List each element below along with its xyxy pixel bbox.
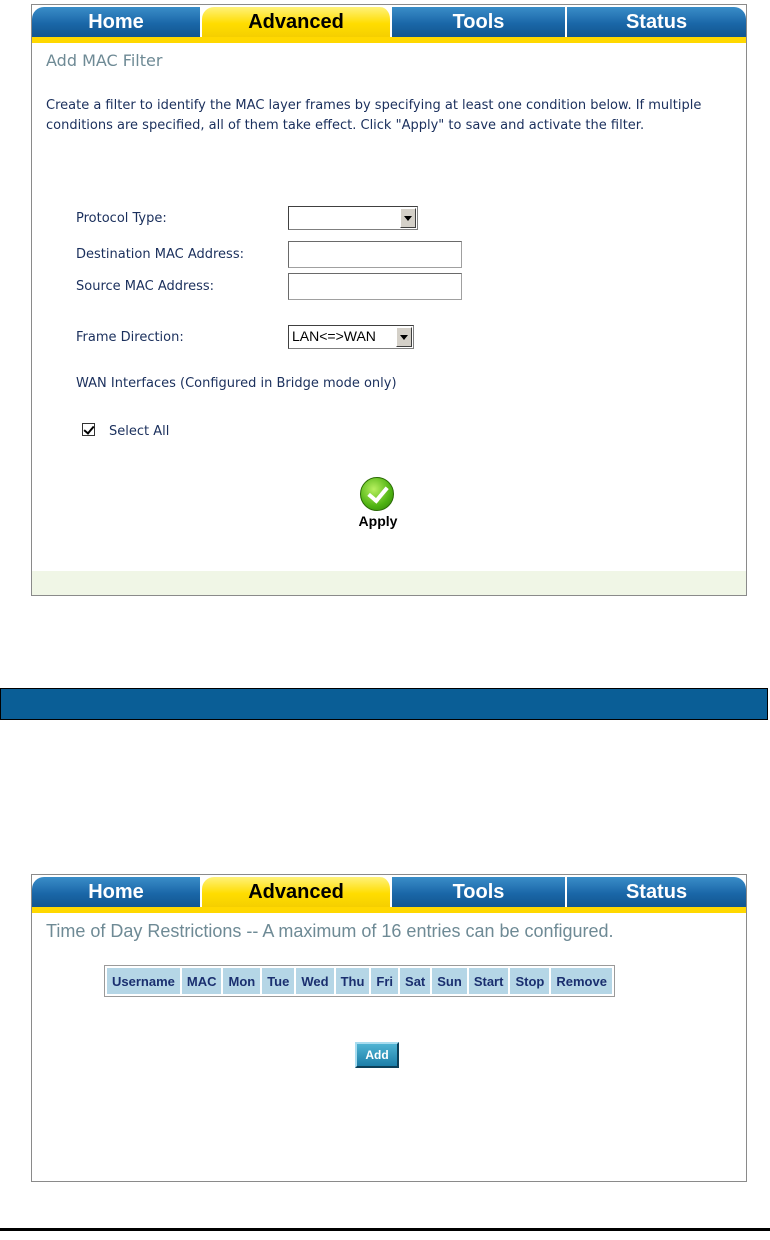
src-mac-label: Source MAC Address: (76, 279, 215, 294)
column-header: Start (469, 968, 509, 994)
dest-mac-label: Destination MAC Address: (76, 247, 244, 262)
page-description: Create a filter to identify the MAC layer frames by specifying at least one condition below. If multiple conditions are specified, all of them take effect. Click "Apply" to save and activate the filter. (46, 98, 702, 133)
wan-interfaces-label: WAN Interfaces (Configured in Bridge mode only) (76, 376, 397, 391)
tab-advanced[interactable]: Advanced (202, 7, 392, 37)
apply-label[interactable]: Apply (358, 513, 398, 529)
table-header-row (107, 968, 612, 994)
nav-tab-bar (32, 5, 746, 41)
dest-mac-input[interactable] (288, 241, 462, 268)
column-header: Sat (400, 968, 430, 994)
protocol-type-label: Protocol Type: (76, 211, 167, 226)
frame-direction-select[interactable] (288, 325, 414, 349)
page-title: Time of Day Restrictions -- A maximum of 16 entries can be configured. (46, 921, 614, 941)
tab-advanced[interactable]: Advanced (202, 877, 392, 907)
tab-status[interactable]: Status (567, 877, 746, 907)
mac-filter-panel (31, 4, 747, 596)
select-all-label[interactable]: Select All (109, 424, 170, 439)
tab-underline (32, 907, 746, 913)
column-header: Stop (510, 968, 549, 994)
checkmark-icon[interactable] (360, 477, 394, 511)
frame-direction-value: LAN<=>WAN (292, 328, 376, 344)
column-header: Mon (223, 968, 260, 994)
tab-home[interactable]: Home (32, 7, 202, 37)
nav-tab-bar (32, 875, 746, 911)
column-header: Wed (296, 968, 333, 994)
tab-tools[interactable]: Tools (392, 877, 567, 907)
panel-footer (32, 571, 746, 595)
apply-button[interactable] (350, 477, 406, 539)
add-button[interactable]: Add (355, 1042, 399, 1068)
select-all-checkbox[interactable] (82, 423, 95, 436)
column-header: Tue (262, 968, 294, 994)
time-of-day-panel (31, 874, 747, 1182)
column-header: Username (107, 968, 180, 994)
tab-tools[interactable]: Tools (392, 7, 567, 37)
tab-home[interactable]: Home (32, 877, 202, 907)
page-title: Add MAC Filter (46, 51, 163, 70)
section-header-bar (0, 688, 768, 720)
page-bottom-rule (0, 1228, 770, 1231)
column-header: Remove (551, 968, 612, 994)
tab-status[interactable]: Status (567, 7, 746, 37)
column-header: MAC (182, 968, 222, 994)
frame-direction-label: Frame Direction: (76, 330, 184, 345)
column-header: Sun (432, 968, 467, 994)
column-header: Thu (336, 968, 370, 994)
tab-underline (32, 37, 746, 43)
protocol-type-select[interactable] (288, 206, 418, 230)
src-mac-input[interactable] (288, 273, 462, 300)
column-header: Fri (371, 968, 398, 994)
chevron-down-icon[interactable] (396, 327, 412, 347)
restrictions-table (104, 965, 615, 997)
chevron-down-icon[interactable] (400, 208, 416, 228)
